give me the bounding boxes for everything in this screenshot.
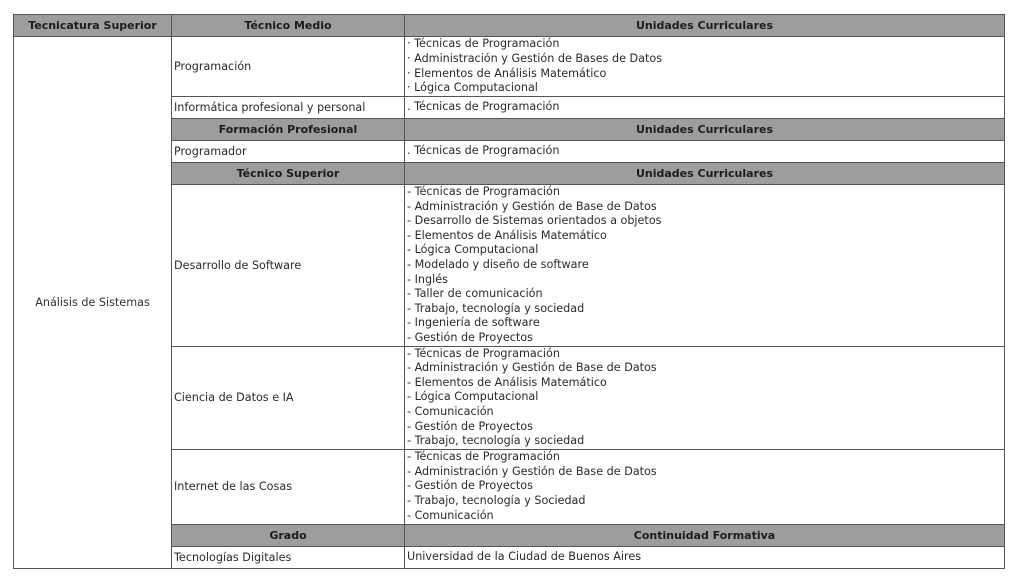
unit-item: - Trabajo, tecnología y sociedad	[407, 301, 585, 315]
tecnicatura-cell: Análisis de Sistemas	[14, 37, 172, 569]
program-name: Informática profesional y personal	[172, 97, 405, 119]
header-continuidad-formativa: Continuidad Formativa	[405, 524, 1005, 546]
header-tecnicatura-superior: Tecnicatura Superior	[14, 15, 172, 37]
curricular-units	[405, 141, 1005, 163]
curricular-units	[405, 37, 1005, 97]
program-name: Programación	[172, 37, 405, 97]
unit-item: - Ingeniería de software	[407, 316, 540, 330]
continuidad-value: Universidad de la Ciudad de Buenos Aires	[405, 546, 1005, 568]
unit-item: · Administración y Gestión de Bases de Datos	[407, 51, 663, 65]
program-name: Tecnologías Digitales	[172, 546, 405, 568]
header-unidades-curriculares: Unidades Curriculares	[405, 15, 1005, 37]
unit-item: · Técnicas de Programación	[407, 37, 560, 51]
curricular-units	[405, 97, 1005, 119]
curriculum-table	[13, 14, 1005, 569]
unit-item: - Inglés	[407, 272, 448, 286]
unit-item: - Lógica Computacional	[407, 390, 539, 404]
unit-item: - Trabajo, tecnología y Sociedad	[407, 493, 586, 507]
unit-item: · Elementos de Análisis Matemático	[407, 66, 607, 80]
unit-item: - Elementos de Análisis Matemático	[407, 228, 607, 242]
unit-item: - Gestión de Proyectos	[407, 330, 533, 344]
curricular-units	[405, 346, 1005, 449]
header-tecnico-medio: Técnico Medio	[172, 15, 405, 37]
unit-item: - Administración y Gestión de Base de Datos	[407, 199, 657, 213]
curricular-units	[405, 449, 1005, 524]
unit-item: . Técnicas de Programación	[407, 100, 560, 114]
unit-item: - Gestión de Proyectos	[407, 419, 533, 433]
unit-item: - Trabajo, tecnología y sociedad	[407, 434, 585, 448]
header-formacion-profesional: Formación Profesional	[172, 119, 405, 141]
program-name: Desarrollo de Software	[172, 185, 405, 347]
unit-item: - Modelado y diseño de software	[407, 257, 589, 271]
unit-item: - Taller de comunicación	[407, 287, 543, 301]
unit-item: - Lógica Computacional	[407, 243, 539, 257]
unit-item: . Técnicas de Programación	[407, 144, 560, 158]
header-unidades-curriculares: Unidades Curriculares	[405, 163, 1005, 185]
header-grado: Grado	[172, 524, 405, 546]
program-name: Ciencia de Datos e IA	[172, 346, 405, 449]
program-name: Internet de las Cosas	[172, 449, 405, 524]
unit-item: - Gestión de Proyectos	[407, 479, 533, 493]
curricular-units	[405, 185, 1005, 347]
unit-item: - Elementos de Análisis Matemático	[407, 375, 607, 389]
unit-item: - Desarrollo de Sistemas orientados a objetos	[407, 214, 662, 228]
unit-item: - Técnicas de Programación	[407, 450, 560, 464]
unit-item: - Comunicación	[407, 404, 494, 418]
unit-item: · Lógica Computacional	[407, 81, 538, 95]
header-tecnico-superior: Técnico Superior	[172, 163, 405, 185]
unit-item: - Técnicas de Programación	[407, 185, 560, 198]
unit-item: - Comunicación	[407, 508, 494, 522]
table-row	[14, 37, 1005, 97]
program-name: Programador	[172, 141, 405, 163]
table-header-row	[14, 15, 1005, 37]
unit-item: - Administración y Gestión de Base de Datos	[407, 464, 657, 478]
unit-item: - Administración y Gestión de Base de Datos	[407, 361, 657, 375]
header-unidades-curriculares: Unidades Curriculares	[405, 119, 1005, 141]
unit-item: - Técnicas de Programación	[407, 346, 560, 360]
